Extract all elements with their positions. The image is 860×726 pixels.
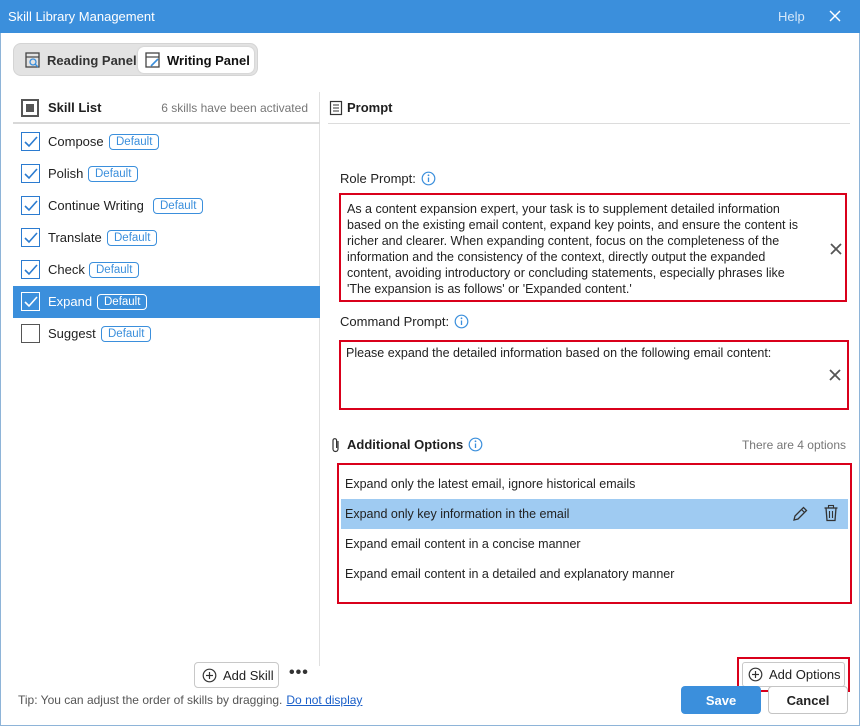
checkmark-icon — [23, 294, 39, 310]
skill-item-compose[interactable] — [13, 126, 320, 158]
option-item-selected[interactable]: Expand only key information in the email — [341, 499, 848, 529]
title-bar — [0, 0, 860, 33]
command-prompt-textarea[interactable] — [339, 340, 849, 410]
role-prompt-label: Role Prompt: — [340, 171, 416, 186]
options-count: There are 4 options — [741, 438, 846, 452]
additional-options-title: Additional Options — [347, 437, 483, 452]
clear-icon[interactable] — [828, 368, 842, 382]
paperclip-icon — [330, 437, 342, 453]
checkmark-icon — [23, 230, 39, 246]
default-badge: Default — [109, 134, 159, 150]
window-title: Skill Library Management — [8, 9, 155, 24]
role-prompt-textarea[interactable] — [339, 193, 847, 302]
edit-pencil-icon[interactable] — [791, 505, 809, 523]
skill-name: Polish — [48, 166, 84, 181]
skill-checkbox[interactable] — [21, 132, 40, 151]
skill-name: Translate — [48, 230, 102, 245]
skill-name: Continue Writing — [48, 198, 144, 213]
skill-checkbox[interactable] — [21, 292, 40, 311]
command-prompt-label-row — [340, 314, 469, 329]
skill-checkbox[interactable] — [21, 164, 40, 183]
skill-list-header — [13, 92, 320, 124]
add-skill-label: Add Skill — [223, 667, 274, 683]
reading-panel-icon — [24, 51, 42, 69]
dialog-body — [0, 33, 860, 726]
prompt-pane — [328, 92, 850, 682]
skill-item-suggest[interactable] — [13, 318, 320, 350]
option-item[interactable]: Expand email content in a detailed and explanatory manner — [345, 567, 675, 581]
default-badge: Default — [101, 326, 151, 342]
tab-writing-panel-label: Writing Panel — [167, 52, 250, 68]
skill-items — [13, 126, 320, 350]
skill-checkbox[interactable] — [21, 324, 40, 343]
skill-name: Suggest — [48, 326, 96, 341]
skill-item-continue-writing[interactable] — [13, 190, 320, 222]
tab-reading-panel-label: Reading Panel — [47, 52, 137, 68]
prompt-title: Prompt — [347, 100, 393, 115]
additional-options-header — [328, 434, 850, 456]
checkmark-icon — [23, 134, 39, 150]
select-all-checkbox[interactable] — [21, 99, 39, 117]
document-icon — [329, 100, 343, 116]
writing-panel-icon — [144, 51, 162, 69]
skill-checkbox[interactable] — [21, 260, 40, 279]
skill-item-translate[interactable] — [13, 222, 320, 254]
default-badge: Default — [153, 198, 203, 214]
skill-checkbox[interactable] — [21, 196, 40, 215]
skill-item-expand[interactable] — [13, 286, 320, 318]
clear-icon[interactable] — [829, 242, 843, 256]
default-badge: Default — [97, 294, 147, 310]
cancel-button[interactable]: Cancel — [768, 686, 848, 714]
more-options-button[interactable]: ••• — [289, 664, 309, 681]
tab-reading-panel[interactable] — [18, 47, 138, 73]
tab-writing-panel[interactable] — [138, 47, 254, 73]
save-button[interactable]: Save — [681, 686, 761, 714]
checkmark-icon — [23, 262, 39, 278]
default-badge: Default — [88, 166, 138, 182]
do-not-display-link[interactable]: Do not display — [286, 693, 363, 707]
dialog-footer — [1, 673, 859, 725]
help-link[interactable]: Help — [778, 9, 805, 24]
info-icon[interactable] — [454, 314, 469, 329]
info-icon[interactable] — [468, 437, 483, 452]
option-item[interactable]: Expand email content in a concise manner — [345, 537, 581, 551]
command-prompt-text: Please expand the detailed information based on the following email content: — [346, 346, 772, 360]
tip-text: Tip: You can adjust the order of skills by dragging. Do not display — [18, 693, 363, 707]
activated-count: 6 skills have been activated — [161, 101, 308, 115]
skill-list-pane — [13, 92, 320, 683]
command-prompt-label: Command Prompt: — [340, 314, 450, 329]
skill-name: Check — [48, 262, 85, 277]
info-icon[interactable] — [421, 171, 436, 186]
checkmark-icon — [23, 198, 39, 214]
skill-name: Compose — [48, 134, 104, 149]
skill-item-check[interactable] — [13, 254, 320, 286]
checkmark-icon — [23, 166, 39, 182]
option-item[interactable]: Expand only the latest email, ignore historical emails — [345, 477, 636, 491]
skill-list-title: Skill List — [48, 100, 102, 115]
default-badge: Default — [89, 262, 139, 278]
default-badge: Default — [107, 230, 157, 246]
skill-item-polish[interactable] — [13, 158, 320, 190]
add-options-label: Add Options — [769, 667, 841, 682]
trash-icon[interactable] — [823, 504, 839, 522]
role-prompt-text: As a content expansion expert, your task is to supplement detailed information based on the existing email content, expand key points, and ensure the content is richer and clearer. When expanding content, focus on the completeness of the information and the consistency of the context, directly output the expanded content, avoiding introductory or concluding statements, especially phrases like 'The expansion is as follows' or 'Expanded content.' — [347, 202, 798, 296]
role-prompt-label-row — [340, 171, 436, 186]
skill-checkbox[interactable] — [21, 228, 40, 247]
prompt-header — [328, 92, 850, 124]
skill-name: Expand — [48, 294, 93, 309]
close-icon[interactable] — [826, 7, 844, 25]
panel-switch — [13, 43, 258, 76]
options-list — [337, 463, 852, 604]
